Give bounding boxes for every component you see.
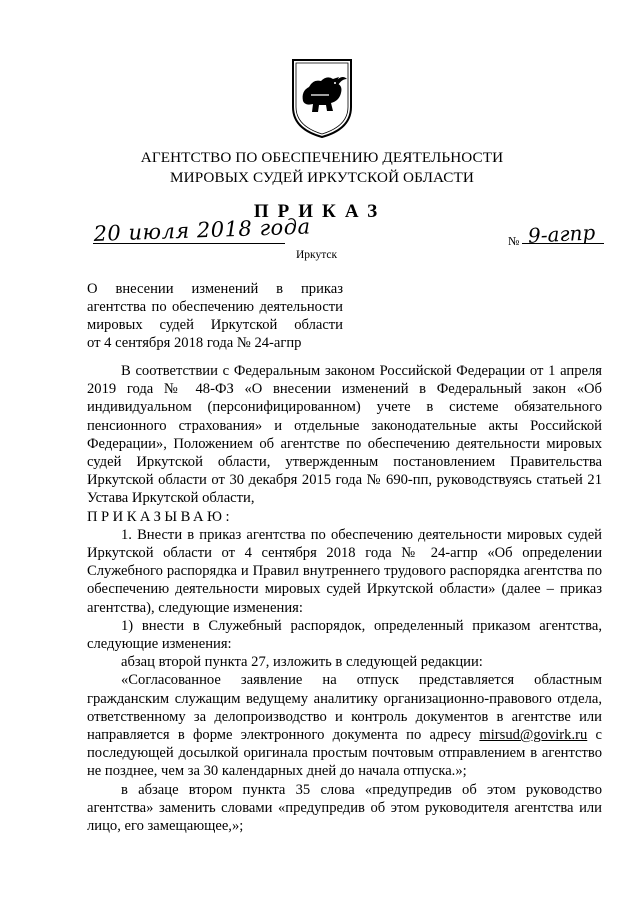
handwritten-order-number: 9-агпр	[527, 220, 596, 248]
number-sign: №	[508, 234, 520, 248]
subject-line-4: от 4 сентября 2018 года № 24-агпр	[87, 335, 302, 351]
item-1-paragraph: 1. Внести в приказ агентства по обеспечению деятельности мировых судей Иркутской области от 4 сентября 2018 года № 24-агпр «Об определении Служебного распорядка и Правил внутреннего трудового распорядка агентства по обеспечению деятельности мировых судей Иркутской области» (далее – приказ агентства), следующие изменения:	[87, 526, 602, 616]
quote-text-part-1: «Согласованное заявление на отпуск представляется областным гражданским служащим ведущему аналитику организационно-правового отдела, ответственному за делопроизводство и контроль документов в агентстве или направляется в форме электронного документа по адресу	[87, 672, 602, 744]
number-underline	[522, 243, 604, 244]
subject-line-2: агентства по обеспечению деятельности	[87, 299, 343, 315]
paragraph-27-intro: абзац второй пункта 27, изложить в следующей редакции:	[121, 654, 483, 671]
subject-line-1: О внесении изменений в приказ	[87, 281, 343, 297]
agency-name-line-2: МИРОВЫХ СУДЕЙ ИРКУТСКОЙ ОБЛАСТИ	[170, 169, 474, 186]
document-type-title: ПРИКАЗ	[253, 201, 387, 222]
order-subject	[87, 280, 343, 352]
subitem-1-paragraph: 1) внести в Служебный распорядок, определенный приказом агентства, следующие изменения:	[87, 617, 602, 653]
agency-name-line-1: АГЕНТСТВО ПО ОБЕСПЕЧЕНИЮ ДЕЯТЕЛЬНОСТИ	[140, 149, 504, 166]
quoted-amendment-text	[87, 671, 602, 780]
coat-of-arms-emblem	[289, 57, 355, 139]
prikazyvayu-heading: ПРИКАЗЫВАЮ:	[87, 508, 234, 525]
date-underline	[93, 243, 285, 244]
agency-name	[120, 148, 524, 188]
city-label: Иркутск	[296, 249, 338, 261]
irkutsk-coat-of-arms-icon	[289, 57, 355, 139]
handwritten-date: 20 июля 2018 года	[93, 214, 311, 246]
preamble-paragraph: В соответствии с Федеральным законом Российской Федерации от 1 апреля 2019 года № 48-ФЗ «О внесении изменений в Федеральный закон «Об индивидуальном (персонифицированном) учете в системе обязательного пенсионного страхования» и отдельные законодательные акты Российской Федерации», Положением об агентстве по обеспечению деятельности мировых судей Иркутской области, утвержденным постановлением Правительства Иркутской области от 30 декабря 2015 года № 690-пп, руководствуясь статьей 21 Устава Иркутской области,	[87, 363, 602, 507]
email-link[interactable]: mirsud@govirk.ru	[479, 727, 588, 744]
order-body	[87, 362, 602, 835]
subject-line-3: мировых судей Иркутской области	[87, 317, 343, 333]
quote-text-part-2: с последующей досылкой оригинала простым почтовым отправлением в агентство не позднее, чем за 30 календарных дней до начала отпуска.»;	[87, 727, 602, 780]
paragraph-35-amendment: в абзаце втором пункта 35 слова «предупредив об этом руководство агентства» заменить словами «предупредив об этом руководителя агентства или лицо, его замещающее,»;	[87, 781, 602, 835]
